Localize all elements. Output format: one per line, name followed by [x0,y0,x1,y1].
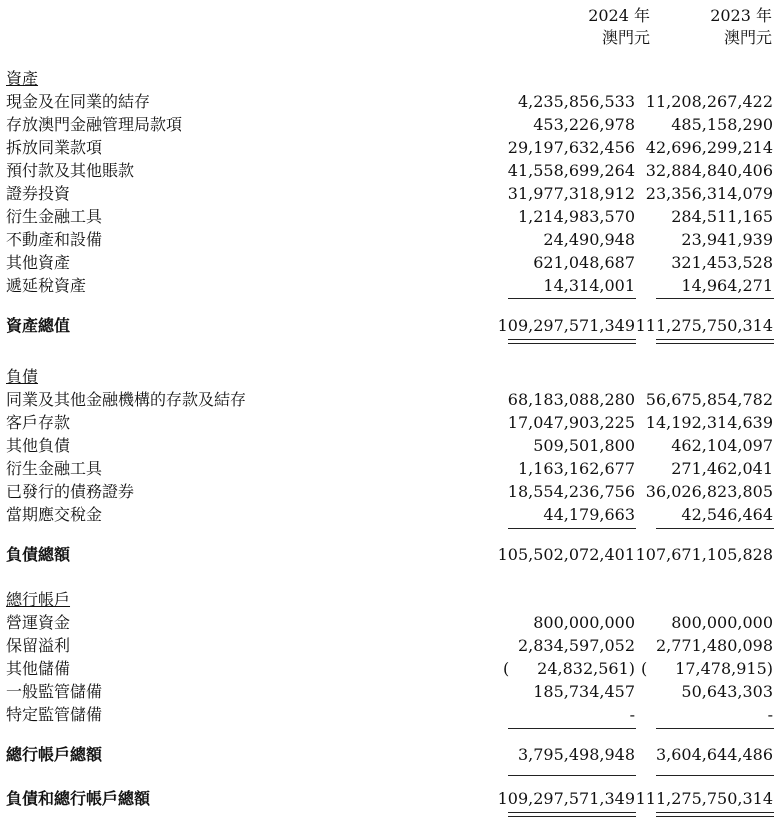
value-2024: 24,832,561) [537,659,635,678]
table-row [0,681,783,703]
value-2024: 1,214,983,570 [517,207,635,226]
subtotal-rule [656,298,774,299]
value-2024: 29,197,632,456 [507,138,635,157]
row-label: 其他資產 [6,253,71,272]
value-2024: 109,297,571,349 [497,316,635,335]
row-label: 現金及在同業的結存 [6,92,151,111]
double-rule [656,339,774,344]
total-row-assets [0,315,783,337]
value-2023: 111,275,750,314 [635,316,773,335]
table-row [0,114,783,136]
table-row [0,412,783,434]
value-2023: 800,000,000 [671,613,773,632]
value-2023: 42,546,464 [681,505,773,524]
value-2024: 41,558,699,264 [507,161,635,180]
total-row-grand [0,788,783,810]
open-parenthesis: ( [641,659,648,678]
subtotal-rule [508,775,636,776]
table-row [0,252,783,274]
value-2023: 36,026,823,805 [645,482,773,501]
value-2024: 1,163,162,677 [517,459,635,478]
value-2024: 18,554,236,756 [507,482,635,501]
subtotal-rule [656,528,774,529]
value-2023: 462,104,097 [671,436,773,455]
value-2024: 105,502,072,401 [497,545,635,564]
row-label: 存放澳門金融管理局款項 [6,115,183,134]
value-2023: 3,604,644,486 [655,745,773,764]
value-2024: 24,490,948 [543,230,635,249]
value-2024: 17,047,903,225 [507,413,635,432]
row-label: 預付款及其他賬款 [6,161,135,180]
value-2023: 321,453,528 [671,253,773,272]
row-label: 當期應交稅金 [6,505,103,524]
value-2023: 14,964,271 [681,276,773,295]
currency-header-2024: 澳門元 [601,28,650,47]
row-label: 總行帳戶總額 [6,745,103,764]
row-label: 衍生金融工具 [6,207,103,226]
table-row [0,481,783,503]
value-2024: 31,977,318,912 [507,184,635,203]
table-row [0,704,783,726]
row-label: 營運資金 [6,613,71,632]
value-2023: 14,192,314,639 [645,413,773,432]
value-2024: - [629,705,635,724]
value-2024: 621,048,687 [533,253,635,272]
value-2023: - [767,705,773,724]
table-row [0,458,783,480]
table-row [0,612,783,634]
section-title: 資產 [6,69,39,88]
year-header-2024: 2024 年 [588,6,650,25]
double-rule [508,339,636,344]
value-2023: 107,671,105,828 [635,545,773,564]
section-heading-head-office [0,589,783,611]
value-2023: 17,478,915) [675,659,773,678]
row-label: 其他儲備 [6,659,71,678]
value-2024: 509,501,800 [533,436,635,455]
row-label: 客戶存款 [6,413,71,432]
table-row [0,275,783,297]
value-2024: 453,226,978 [533,115,635,134]
row-label: 一般監管儲備 [6,682,103,701]
table-row [0,229,783,251]
value-2024: 3,795,498,948 [517,745,635,764]
value-2024: 4,235,856,533 [517,92,635,111]
double-rule [508,812,636,817]
value-2023: 50,643,303 [681,682,773,701]
value-2024: 14,314,001 [543,276,635,295]
value-2024: 44,179,663 [543,505,635,524]
row-label: 負債總額 [6,545,71,564]
row-label: 衍生金融工具 [6,459,103,478]
section-heading-liabilities [0,366,783,388]
value-2023: 23,941,939 [681,230,773,249]
value-2023: 271,462,041 [671,459,773,478]
row-label: 遞延稅資產 [6,276,87,295]
value-2023: 485,158,290 [671,115,773,134]
value-2023: 56,675,854,782 [645,390,773,409]
value-2024: 800,000,000 [533,613,635,632]
row-label: 其他負債 [6,436,71,455]
table-row [0,504,783,526]
open-parenthesis: ( [503,659,510,678]
value-2024: 109,297,571,349 [497,789,635,808]
section-title: 總行帳戶 [6,590,71,609]
value-2024: 2,834,597,052 [517,636,635,655]
year-header-2023: 2023 年 [710,6,772,25]
subtotal-rule [508,298,636,299]
value-2023: 284,511,165 [671,207,773,226]
table-row [0,91,783,113]
value-2023: 11,208,267,422 [645,92,773,111]
row-label: 特定監管儲備 [6,705,103,724]
value-2023: 2,771,480,098 [655,636,773,655]
value-2023: 32,884,840,406 [645,161,773,180]
row-label: 拆放同業款項 [6,138,103,157]
row-label: 已發行的債務證券 [6,482,135,501]
row-label: 不動產和設備 [6,230,103,249]
table-row [0,160,783,182]
table-row [0,206,783,228]
row-label: 資產總值 [6,316,71,335]
table-row [0,435,783,457]
row-label: 同業及其他金融機構的存款及結存 [6,390,247,409]
value-2024: 185,734,457 [533,682,635,701]
table-row [0,389,783,411]
row-label: 證券投資 [6,184,71,203]
total-row-liabilities [0,544,783,566]
row-label: 保留溢利 [6,636,71,655]
subtotal-rule [656,775,774,776]
row-label: 負債和總行帳戶總額 [6,789,151,808]
subtotal-rule [508,728,636,729]
table-row [0,137,783,159]
value-2023: 111,275,750,314 [635,789,773,808]
total-row-head-office [0,744,783,766]
section-title: 負債 [6,367,39,386]
double-rule [656,812,774,817]
subtotal-rule [656,728,774,729]
currency-header-2023: 澳門元 [723,28,772,47]
value-2024: 68,183,088,280 [507,390,635,409]
value-2023: 23,356,314,079 [645,184,773,203]
subtotal-rule [508,528,636,529]
table-row [0,183,783,205]
section-heading-assets [0,68,783,90]
table-row [0,658,783,680]
table-row [0,635,783,657]
value-2023: 42,696,299,214 [645,138,773,157]
